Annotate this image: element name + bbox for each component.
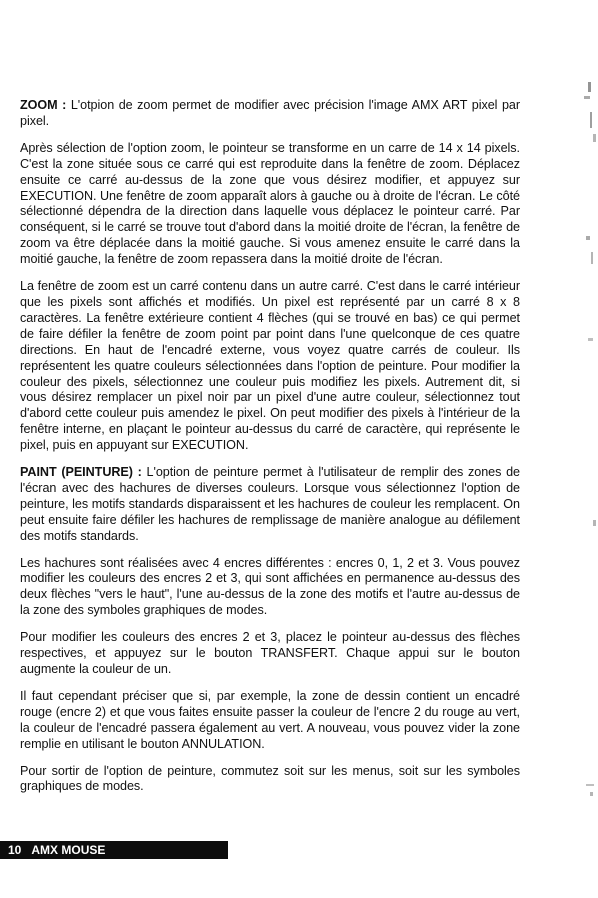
paragraph-paint-exit [20, 764, 520, 796]
paragraph-text: L'option de peinture permet à l'utilisateur de remplir des zones de l'écran avec des hachures de diverses couleurs. Lorsque vous sélectionnez l'option de peinture, les motifs standards disparaissent et les hachures de couleur les remplacent. On peut ensuite faire défiler les hachures de remplissage de manière analogue au défilement des motifs standards. [20, 465, 520, 543]
paragraph-text: La fenêtre de zoom est un carré contenu dans un autre carré. C'est dans le carré intérieur que les pixels sont affichés et modifiés. Un pixel est représenté par un carré 8 x 8 caractères. La fenêtre extérieure contient 4 flèches (qui se trouvé en bas) ce qui permet de faire défiler la fenêtre de zoom point par point dans l'une quelconque de ces quatre directions. En haut de l'encadré externe, vous voyez quatre carrés de couleur. Ils représentent les quatre couleurs sélectionnées dans l'option de peinture. Pour modifier la couleur des pixels, sélectionnez une couleur puis modifiez les pixels. Autrement dit, si vous désirez remplacer un pixel noir par un pixel d'une autre couleur, sélectionnez tout d'abord cette couleur puis amendez le pixel. On peut modifier des pixels à l'intérieur de la fenêtre interne, en plaçant le pointeur au-dessus du carré de caractère, qui représente le pixel, puis en appuyant sur EXECUTION. [20, 279, 520, 453]
paragraph-text: Il faut cependant préciser que si, par exemple, la zone de dessin contient un encadré rouge (encre 2) et que vous faites ensuite passer la couleur de l'encre 2 du rouge au vert, la couleur de l'encadré passera également au vert. A nouveau, vous pouvez vider la zone remplie en utilisant le bouton ANNULATION. [20, 688, 520, 751]
paragraph-text: L'otpion de zoom permet de modifier avec précision l'image AMX ART pixel par pixel. [20, 98, 520, 128]
paragraph-text: Pour sortir de l'option de peinture, commutez soit sur les menus, soit sur les symboles graphiques de modes. [20, 763, 520, 794]
page-number: 10 [8, 843, 22, 857]
paragraph-paint-inks [20, 556, 520, 620]
paragraph-zoom-pointer [20, 141, 520, 268]
footer-title: AMX MOUSE [31, 843, 106, 857]
paragraph-text: Après sélection de l'option zoom, le pointeur se transforme en un carre de 14 x 14 pixels. C'est la zone située sous ce carré qui est reproduite dans la fenêtre de zoom. Déplacez ensuite ce carré au-dessus de la zone que vous désirez modifier, et appuyez sur EXECUTION. Une fenêtre de zoom apparaît alors à gauche ou à droite de l'écran. Le côté sélectionné dépendra de la direction dans laquelle vous déplacez le pointeur carré. Par conséquent, si le carré se trouve tout d'abord dans la moitié droite de l'écran, la fenêtre de zoom va être déplacée dans la moitié gauche. Si vous amenez ensuite le carré dans la moitié gauche, la fenêtre de zoom repassera dans la moitié droite de l'écran. [20, 140, 520, 267]
paragraph-text: Les hachures sont réalisées avec 4 encres différentes : encres 0, 1, 2 et 3. Vous pouvez modifier les couleurs des encres 2 et 3, qui sont affichées en permanence au-dessus des deux flèches "vers le haut", l'une au-dessus de la zone des motifs et l'autre au-dessus de la zone des symboles graphiques de modes. [20, 555, 520, 618]
paragraph-zoom-window [20, 279, 520, 454]
footer-bar [0, 841, 228, 859]
document-body [20, 98, 520, 806]
paragraph-zoom-intro [20, 98, 520, 130]
paragraph-paint-intro [20, 465, 520, 545]
paragraph-paint-modify [20, 630, 520, 678]
section-heading-zoom: ZOOM : [20, 98, 67, 112]
section-heading-paint: PAINT (PEINTURE) : [20, 465, 142, 480]
paragraph-text: Pour modifier les couleurs des encres 2 et 3, placez le pointeur au-dessus des flèches respectives, et appuyez sur le bouton TRANSFERT. Chaque appui sur le bouton augmente la couleur de un. [20, 630, 520, 676]
paragraph-paint-example [20, 689, 520, 753]
